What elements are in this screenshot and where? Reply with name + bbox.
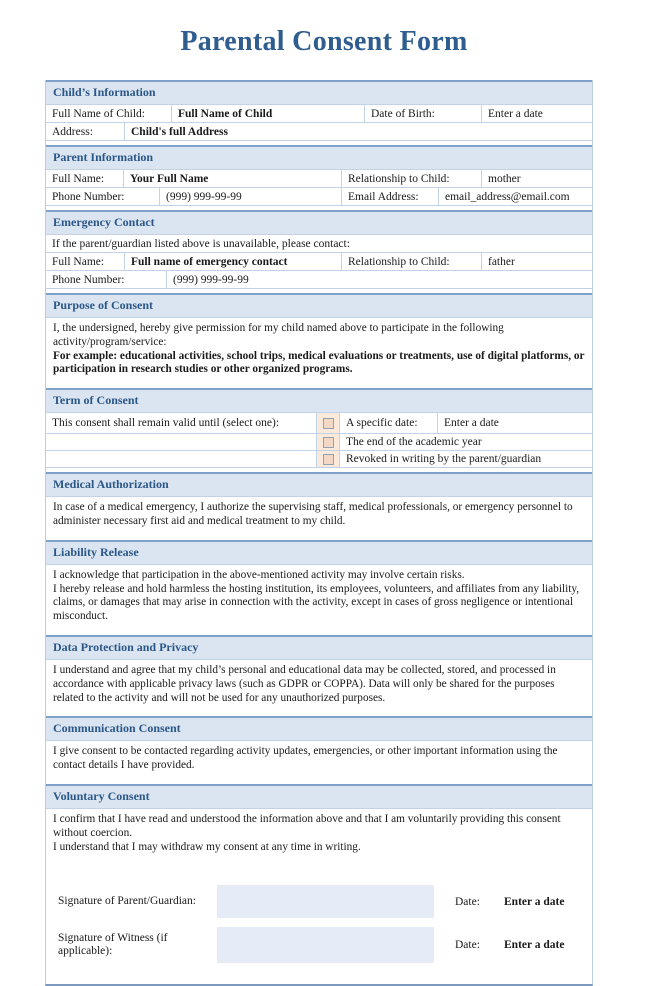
section-header-medical-authorization: Medical Authorization: [46, 474, 592, 497]
term-option-row-revoked: [46, 451, 592, 468]
witness-date-label: Date:: [455, 939, 480, 952]
section-header-data-protection: Data Protection and Privacy: [46, 637, 592, 660]
parent-relationship-label: Relationship to Child:: [341, 170, 481, 187]
emergency-full-name-label: Full Name:: [52, 255, 105, 268]
parent-date-field[interactable]: Enter a date: [504, 895, 565, 908]
parent-date-label: Date:: [455, 895, 480, 908]
section-voluntary-consent: [46, 784, 592, 984]
purpose-line-1: I, the undersigned, hereby give permission for my child named above to participate in the following activity/program/service:: [53, 322, 504, 348]
section-communication-consent: [46, 716, 592, 780]
section-purpose-of-consent: [46, 293, 592, 384]
checkbox-icon[interactable]: [323, 454, 334, 465]
communication-paragraph: I give consent to be contacted regarding activity updates, emergencies, or other important information using the contact details I have provided.: [53, 745, 558, 772]
liability-line-1: I acknowledge that participation in the above-mentioned activity may involve certain risks.: [53, 568, 465, 581]
child-full-name-field[interactable]: Full Name of Child: [171, 105, 364, 122]
term-empty-cell: [46, 441, 316, 443]
purpose-line-2: For example: educational activities, school trips, medical evaluations or treatments, use of digital platforms, or participation in research studies or other organized programs.: [53, 349, 585, 376]
parent-signature-row: [46, 885, 592, 918]
parent-email-field[interactable]: email_address@email.com: [438, 188, 592, 205]
section-header-emergency-contact: Emergency Contact: [46, 212, 592, 235]
privacy-paragraph: I understand and agree that my child’s personal and educational data may be collected, stored, and processed in accordance with applicable privacy laws (such as GDPR or COPPA). Data will only be shared for the purposes related to the activity and will not be used for any unauthorized purposes.: [53, 663, 556, 704]
witness-signature-label: Signature of Witness (if applicable):: [58, 931, 168, 958]
section-term-of-consent: [46, 388, 592, 468]
emergency-phone-label: Phone Number:: [52, 273, 125, 286]
section-header-child-information: Child’s Information: [46, 82, 592, 105]
witness-signature-field[interactable]: [217, 927, 434, 963]
section-header-liability-release: Liability Release: [46, 542, 592, 565]
parent-name-row: [46, 170, 592, 188]
section-header-voluntary-consent: Voluntary Consent: [46, 786, 592, 809]
emergency-intro-text: If the parent/guardian listed above is unavailable, please contact:: [52, 237, 350, 250]
purpose-paragraph: [46, 318, 592, 384]
section-header-communication-consent: Communication Consent: [46, 718, 592, 741]
term-option-1-date-field[interactable]: Enter a date: [437, 413, 592, 433]
section-header-purpose-of-consent: Purpose of Consent: [46, 295, 592, 318]
emergency-intro-row: [46, 235, 592, 253]
parent-contact-row: [46, 188, 592, 206]
address-field[interactable]: Child's full Address: [124, 123, 592, 140]
parent-full-name-field[interactable]: Your Full Name: [123, 170, 341, 187]
term-prompt: This consent shall remain valid until (select one):: [52, 417, 280, 430]
section-emergency-contact: [46, 210, 592, 289]
date-of-birth-field[interactable]: Enter a date: [481, 105, 592, 122]
section-data-protection: [46, 635, 592, 712]
signature-area: [46, 861, 592, 984]
emergency-relationship-field[interactable]: father: [481, 253, 592, 270]
term-option-2-label: The end of the academic year: [346, 436, 482, 449]
parent-full-name-label: Full Name:: [52, 172, 105, 185]
liability-paragraph: [46, 565, 592, 631]
checkbox-icon[interactable]: [323, 418, 334, 429]
parent-phone-field[interactable]: (999) 999-99-99: [159, 188, 341, 205]
witness-signature-row: [46, 927, 592, 963]
term-option-row-academic-year: [46, 434, 592, 451]
section-liability-release: [46, 540, 592, 631]
child-address-row: [46, 123, 592, 141]
medical-paragraph: In case of a medical emergency, I authorize the supervising staff, medical professionals, or emergency personnel to administer necessary first aid and medical treatment to my child.: [53, 501, 573, 527]
term-option-3-label: Revoked in writing by the parent/guardian: [346, 453, 542, 466]
checkbox-icon[interactable]: [323, 437, 334, 448]
section-parent-information: [46, 145, 592, 206]
section-header-parent-information: Parent Information: [46, 147, 592, 170]
liability-line-2: I hereby release and hold harmless the hosting institution, its employees, volunteers, and affiliates from any liability, claims, or damages that may arise in connection with the activity, except in cases of gross negligence or intentional misconduct.: [53, 582, 580, 623]
voluntary-line-1: I confirm that I have read and understood the information above and that I am voluntarily providing this consent without coercion.: [53, 812, 561, 839]
term-empty-cell: [46, 458, 316, 460]
term-option-row-specific-date: [46, 413, 592, 434]
emergency-full-name-field[interactable]: Full name of emergency contact: [124, 253, 341, 270]
term-option-1-label: A specific date:: [346, 417, 418, 430]
page-title: Parental Consent Form: [180, 26, 468, 57]
voluntary-paragraph: [46, 809, 592, 861]
parent-relationship-field[interactable]: mother: [481, 170, 592, 187]
term-checkbox-cell-3: [316, 451, 340, 467]
section-header-term-of-consent: Term of Consent: [46, 390, 592, 413]
emergency-phone-field[interactable]: (999) 999-99-99: [166, 271, 592, 288]
address-label: Address:: [52, 125, 93, 138]
child-name-row: [46, 105, 592, 123]
term-checkbox-cell-1: [316, 413, 340, 433]
parent-email-label: Email Address:: [341, 188, 438, 205]
section-child-information: [46, 80, 592, 141]
parent-signature-label: Signature of Parent/Guardian:: [58, 895, 196, 908]
witness-date-field[interactable]: Enter a date: [504, 939, 565, 952]
parent-phone-label: Phone Number:: [52, 190, 125, 203]
child-full-name-label: Full Name of Child:: [52, 107, 145, 120]
parent-signature-field[interactable]: [217, 885, 434, 918]
term-checkbox-cell-2: [316, 434, 340, 450]
parental-consent-form: [45, 80, 593, 986]
section-medical-authorization: [46, 472, 592, 536]
date-of-birth-label: Date of Birth:: [364, 105, 481, 122]
emergency-name-row: [46, 253, 592, 271]
voluntary-line-2: I understand that I may withdraw my consent at any time in writing.: [53, 840, 361, 853]
emergency-phone-row: [46, 271, 592, 289]
emergency-relationship-label: Relationship to Child:: [341, 253, 481, 270]
